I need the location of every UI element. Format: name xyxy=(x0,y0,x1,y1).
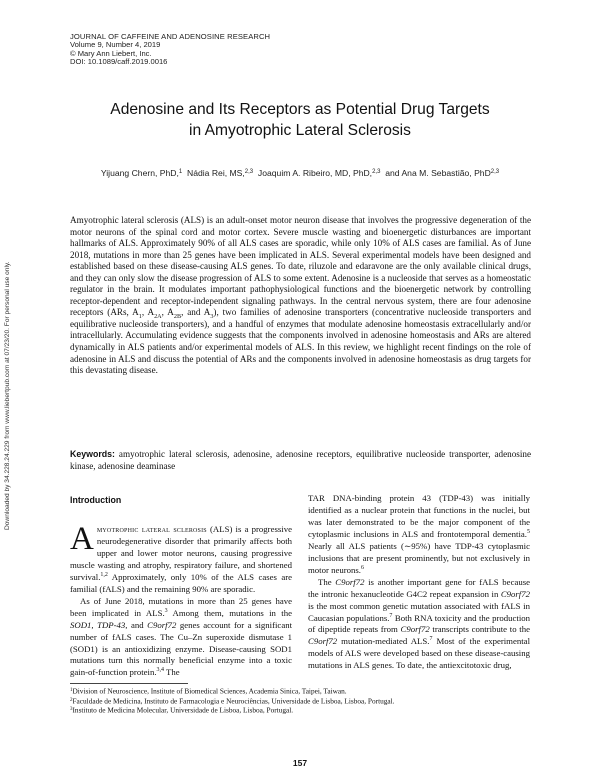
right-column xyxy=(308,493,530,672)
download-notice: Downloaded by 34.228.24.229 from www.liebertpub.com at 07/23/20. For personal use only. xyxy=(4,261,11,530)
body-text: (ALS) is a progressive neurodegenerative disorder that primarily affects both upper and lower motor neurons, causing progressive muscle wasting and atrophy, respiratory failure, and shortened survival. xyxy=(70,524,292,582)
author-affiliation: 1 xyxy=(178,169,183,175)
page-number: 157 xyxy=(292,758,308,768)
subscript: 2B xyxy=(173,313,182,321)
journal-doi[interactable]: DOI: 10.1089/caff.2019.0016 xyxy=(70,57,168,67)
journal-copyright: © Mary Ann Liebert, Inc. xyxy=(70,48,152,58)
gene-name: C9orf72 xyxy=(400,624,430,635)
footnote-text: Division of Neuroscience, Institute of Biomedical Sciences, Academia Sinica, Taipei, Taiwan. xyxy=(72,686,347,696)
body-text: Both RNA toxicity and the production of dipeptide repeats from xyxy=(308,612,530,635)
body-text: is the most common genetic mutation associated with fALS in Caucasian populations. xyxy=(308,600,530,623)
author-name: Yijuang Chern, PhD, xyxy=(100,168,179,178)
citation[interactable]: 7 xyxy=(429,636,433,643)
keywords-label: Keywords: xyxy=(70,449,115,459)
title-line-1: Adenosine and Its Receptors as Potential Drug Targets xyxy=(110,101,490,118)
intro-paragraph-3 xyxy=(308,493,530,577)
body-text: As of June 2018, mutations in more than 25 genes have been implicated in ALS. xyxy=(70,595,292,618)
author-name: Nádia Rei, MS, xyxy=(187,168,245,178)
body-text: TAR DNA-binding protein 43 (TDP-43) was initially identified as a nuclear protein that functions in the nuclei, but was later demonstrated to be the major component of the cytoplasmic inclusions in ALS and frontotemporal dementia. xyxy=(308,493,530,539)
footnote-number: 2 xyxy=(70,697,73,703)
subscript: 2A xyxy=(154,313,162,321)
body-text: Most of the experimental models of ALS were developed based on these disease-causing mutations in ALS genes. To date, the antiexcitotoxic drug, xyxy=(308,636,530,671)
author-affiliation: 2,3 xyxy=(244,169,254,175)
footnote-divider xyxy=(70,683,188,684)
intro-paragraph-4 xyxy=(308,577,530,673)
body-text: , and xyxy=(125,619,148,630)
drop-cap: A xyxy=(70,521,94,557)
journal-volume: Volume 9, Number 4, 2019 xyxy=(70,40,161,50)
abstract-text: ), two families of adenosine transporters (concentrative nucleoside transporters and equilibrative nucleoside transporters), and a handful of enzymes that modulate adenosine homeostasis extracellularly and/or intracellularly. Accumulating evidence suggests that the components involved in adenosine homeostasis and ARs are altered dynamically in ALS patients and/or experimental models of ALS. In this review, we highlight recent findings on the role of adenosine in ALS and discuss the potential of ARs and the components involved in adenosine homeostasis as drug targets for this devastating disease. xyxy=(70,307,532,376)
abstract-text: , A xyxy=(141,307,155,318)
citation[interactable]: 3 xyxy=(164,607,168,614)
footnote xyxy=(70,686,394,696)
journal-header xyxy=(70,33,270,67)
gene-name: C9orf72 xyxy=(335,576,365,587)
footnote xyxy=(70,696,394,706)
smallcaps-lead: myotrophic lateral sclerosis xyxy=(96,524,207,534)
footnote-text: Faculdade de Medicina, Instituto de Farmacologia e Neurociências, Universidade de Lisboa, Lisboa, Portugal. xyxy=(72,696,395,706)
abstract-text: , and A xyxy=(181,307,211,318)
body-text: Approximately, only 10% of the ALS cases are familial (fALS) and the remaining 90% are sporadic. xyxy=(70,571,292,594)
body-text: The xyxy=(164,667,180,678)
gene-name: TDP-43 xyxy=(97,619,126,630)
footnote-text: Instituto de Medicina Molecular, Universidade de Lisboa, Lisboa, Portugal. xyxy=(72,705,294,715)
title-line-2: in Amyotrophic Lateral Sclerosis xyxy=(189,122,411,139)
footnote-number: 3 xyxy=(70,707,73,713)
body-text: Nearly all ALS patients (∼95%) have TDP-43 cytoplasmic inclusions that are present prominently, but not exclusively in motor neurons. xyxy=(308,540,530,575)
gene-name: C9orf72 xyxy=(147,619,177,630)
gene-name: C9orf72 xyxy=(308,636,338,647)
citation[interactable]: 3,4 xyxy=(156,667,165,674)
body-text: mutation-mediated ALS. xyxy=(337,636,430,647)
author-affiliation: 2,3 xyxy=(372,169,381,175)
affiliation-footnotes xyxy=(70,686,394,715)
author-affiliation: 2,3 xyxy=(490,169,500,175)
gene-name: C9orf72 xyxy=(500,588,530,599)
section-heading: Introduction xyxy=(70,495,122,505)
footnote-number: 1 xyxy=(70,688,73,693)
intro-paragraph-1 xyxy=(70,521,292,596)
intro-paragraph-2 xyxy=(70,596,292,680)
abstract-text: , A xyxy=(161,307,174,318)
abstract xyxy=(70,215,531,377)
keywords xyxy=(70,449,531,472)
citation[interactable]: 5 xyxy=(527,528,530,535)
citation[interactable]: 7 xyxy=(389,612,393,619)
body-text: transcripts contribute to the xyxy=(429,624,530,635)
citation[interactable]: 1,2 xyxy=(100,571,108,578)
keywords-text: amyotrophic lateral sclerosis, adenosine, adenosine receptors, equilibrative nucleoside transporter, adenosine kinase, adenosine deaminase xyxy=(70,449,531,471)
abstract-text: Amyotrophic lateral sclerosis (ALS) is an adult-onset motor neuron disease that involves the progressive degeneration of the motor neurons of the spinal cord and motor cortex. Severe muscle wasting and bioenergetic disturbances are important hallmarks of ALS. Approximately 90% of all ALS cases are sporadic, while only 10% of ALS cases are familial. As of June 2018, mutations in more than 25 genes have been implicated in ALS. Several experimental models have been designed and established based on these disease-causing ALS genes. To date, riluzole and edaravone are the only available clinical drugs, and they can only slow the disease progression of ALS to some extent. Adenosine is a nucleoside that serves as a homeostatic regulator in the brain. It modulates important pathophysiological functions and the bioenergetic network by controlling receptor-dependent and receptor-independent signaling pathways. In the central nervous system, there are four adenosine receptors (ARs, A xyxy=(70,215,531,318)
citation[interactable]: 6 xyxy=(360,564,364,571)
author-name: Joaquim A. Ribeiro, MD, PhD, xyxy=(257,168,373,178)
body-text: genes account for a significant number of fALS cases. The Cu–Zn superoxide dismutase 1 (SOD1) is an antioxidizing enzyme. Disease-causing SOD1 mutations turn this normally beneficial enzyme into a toxic gain-of-function protein. xyxy=(70,619,293,678)
body-text: Among them, mutations in the xyxy=(167,607,292,618)
body-text: The xyxy=(318,576,336,587)
gene-name: SOD1 xyxy=(70,619,92,630)
subscript: 1 xyxy=(138,313,142,321)
author-list xyxy=(0,168,600,178)
footnote xyxy=(70,705,394,715)
left-column xyxy=(70,495,292,679)
article-title xyxy=(0,99,600,141)
journal-name: JOURNAL OF CAFFEINE AND ADENOSINE RESEARCH xyxy=(70,32,271,41)
subscript: 3 xyxy=(210,313,214,321)
author-name: and Ana M. Sebastião, PhD xyxy=(385,168,491,178)
body-text: , xyxy=(91,619,98,630)
body-text: is another important gene for fALS because the intronic hexanucleotide G4C2 repeat expansion in xyxy=(308,576,530,599)
